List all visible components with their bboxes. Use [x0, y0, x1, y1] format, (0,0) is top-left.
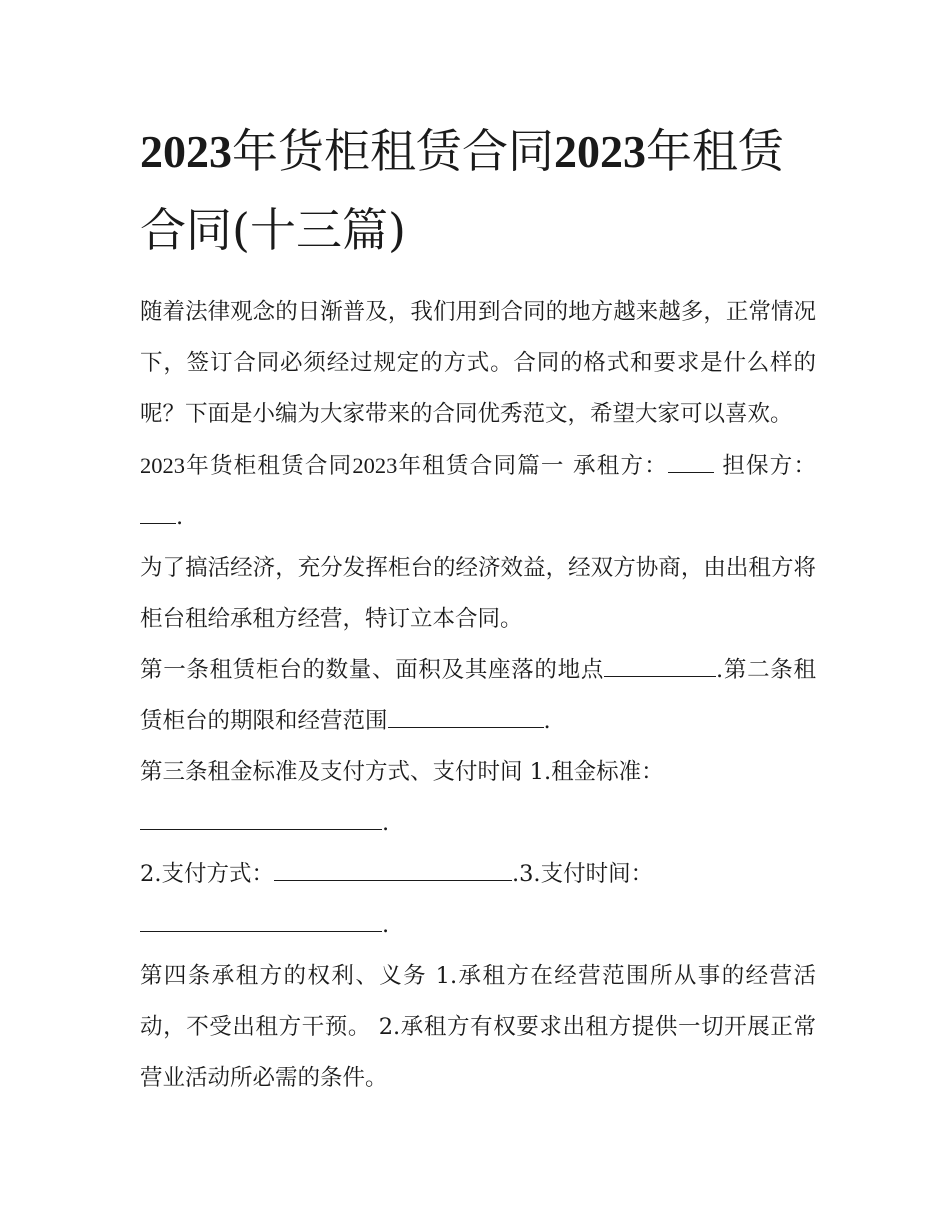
article-1-paragraph	[140, 645, 816, 747]
section-heading-paragraph	[140, 440, 816, 543]
article-3-paragraph	[140, 747, 816, 849]
payment-method-label: 2.支付方式：	[140, 861, 274, 887]
lessee-blank	[668, 446, 714, 473]
guarantor-blank	[140, 497, 176, 524]
section-text-2: 年租赁合同篇一 承租方：	[397, 453, 668, 479]
payment-paragraph	[140, 849, 816, 951]
title-text-2: 年租赁合同(十三篇)	[140, 124, 784, 257]
payment-time-blank	[140, 905, 382, 932]
article-2-end: .	[543, 708, 551, 734]
article-2-text: .第二条租赁柜台的期限和经营范围	[140, 657, 816, 734]
document-page	[140, 112, 816, 1104]
title-year-2: 2023	[554, 126, 646, 177]
title-year-1: 2023	[140, 126, 232, 177]
term-scope-blank	[388, 701, 544, 728]
title-text-1: 年货柜租赁合同	[232, 124, 554, 178]
section-text-1: 年货柜租赁合同	[185, 453, 353, 479]
rent-standard-blank	[140, 803, 382, 830]
location-blank	[604, 650, 716, 677]
payment-time-label: .3.支付时间：	[511, 861, 654, 887]
purpose-paragraph: 为了搞活经济，充分发挥柜台的经济效益，经双方协商，由出租方将柜台租给承租方经营，特订立本合同。	[140, 555, 816, 632]
intro-paragraph: 随着法律观念的日渐普及，我们用到合同的地方越来越多，正常情况下，签订合同必须经过规定的方式。合同的格式和要求是什么样的呢？下面是小编为大家带来的合同优秀范文，希望大家可以喜欢。	[140, 299, 816, 427]
document-title	[140, 112, 816, 269]
payment-method-blank	[274, 854, 512, 881]
section-end: .	[176, 504, 184, 530]
section-text-3: 担保方：	[713, 453, 816, 479]
section-year-1: 2023	[140, 453, 185, 478]
article-3-end: .	[382, 810, 390, 836]
section-year-2: 2023	[352, 453, 398, 478]
article-4-paragraph: 第四条承租方的权利、义务 1.承租方在经营范围所从事的经营活动，不受出租方干预。 2.承租方有权要求出租方提供一切开展正常营业活动所必需的条件。	[140, 963, 816, 1091]
article-1-text: 第一条租赁柜台的数量、面积及其座落的地点	[140, 657, 605, 683]
payment-end: .	[382, 912, 390, 938]
article-3-text: 第三条租金标准及支付方式、支付时间 1.租金标准：	[140, 759, 664, 785]
